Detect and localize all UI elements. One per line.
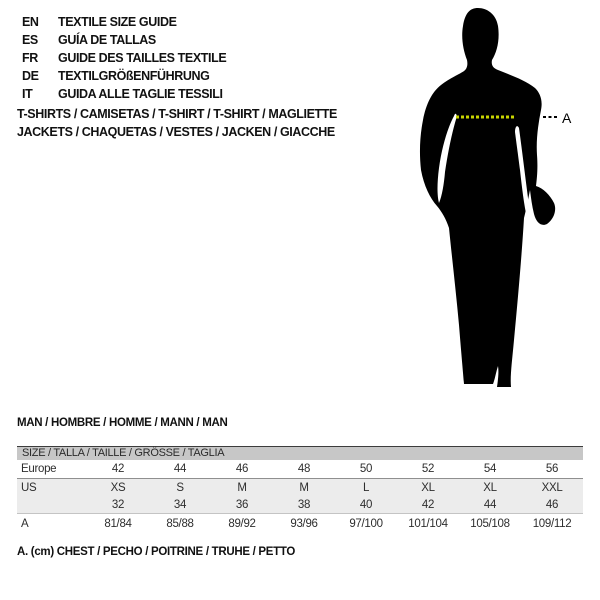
cell-value: 48 [297, 463, 311, 475]
cell-value: 40 [359, 498, 373, 511]
cell-value: 34 [173, 498, 187, 511]
cell-value: XL [483, 481, 497, 494]
garment-categories [17, 105, 337, 141]
section-title: MAN / HOMBRE / HOMME / MANN / MAN [17, 417, 228, 429]
cell-value: 42 [421, 498, 435, 511]
cell-value: 81/84 [104, 517, 132, 530]
cell-value: 101/104 [408, 517, 448, 530]
cell-value: 50 [359, 463, 373, 475]
row-label: Europe [21, 463, 57, 475]
cell-value: 52 [421, 463, 435, 475]
man-silhouette-svg [400, 0, 585, 400]
language-code: DE [22, 69, 39, 83]
footnote: A. (cm) CHEST / PECHO / POITRINE / TRUHE / PETTO [17, 546, 296, 558]
language-code: FR [22, 51, 38, 65]
language-row-fr [22, 49, 226, 67]
table-row [17, 479, 583, 496]
cell-value: L [362, 481, 370, 494]
language-label: GUIDE DES TAILLES TEXTILE [58, 51, 227, 65]
language-row-de [22, 67, 226, 85]
language-code: EN [22, 15, 39, 29]
cell-value: 105/108 [470, 517, 510, 530]
cell-value: M [237, 481, 247, 494]
language-label: GUÍA DE TALLAS [58, 33, 156, 47]
language-label: TEXTILE SIZE GUIDE [58, 15, 177, 29]
cell-value: 97/100 [349, 517, 383, 530]
cell-value: 56 [545, 463, 559, 475]
cell-value: 42 [111, 463, 125, 475]
cell-value: 89/92 [228, 517, 256, 530]
size-table-body [17, 460, 583, 533]
language-label: GUIDA ALLE TAGLIE TESSILI [58, 87, 223, 101]
cell-value: 93/96 [290, 517, 318, 530]
table-row [17, 460, 583, 479]
cell-value: 36 [235, 498, 249, 511]
cell-value: 38 [297, 498, 311, 511]
cell-value: 85/88 [166, 517, 194, 530]
cell-value: 32 [111, 498, 125, 511]
cell-value: 54 [483, 463, 497, 475]
cell-value: S [176, 481, 184, 494]
cell-value: XXL [541, 481, 563, 494]
cell-value: 46 [235, 463, 249, 475]
cell-value: 46 [545, 498, 559, 511]
language-code: ES [22, 33, 38, 47]
language-label: TEXTILGRÖßENFÜHRUNG [58, 69, 210, 83]
cell-value: M [299, 481, 309, 494]
cell-value: 44 [173, 463, 187, 475]
cell-value: 44 [483, 498, 497, 511]
cell-value: 109/112 [532, 517, 572, 530]
language-list [22, 13, 226, 103]
size-table [17, 446, 583, 533]
table-row [17, 514, 583, 533]
language-row-en [22, 13, 226, 31]
cell-value: XS [110, 481, 126, 494]
row-label: A [21, 517, 29, 530]
garment-line-tshirts: T-SHIRTS / CAMISETAS / T-SHIRT / T-SHIRT / MAGLIETTE [17, 107, 337, 121]
language-row-it [22, 85, 226, 103]
measure-label-a: A [562, 110, 572, 126]
language-code: IT [22, 87, 33, 101]
language-row-es [22, 31, 226, 49]
cell-value: XL [421, 481, 435, 494]
garment-line-jackets: JACKETS / CHAQUETAS / VESTES / JACKEN / GIACCHE [17, 125, 335, 139]
table-row [17, 496, 583, 514]
man-silhouette-figure [400, 0, 585, 400]
row-label: US [21, 481, 37, 494]
size-table-header: SIZE / TALLA / TAILLE / GRÖSSE / TAGLIA [17, 447, 583, 460]
